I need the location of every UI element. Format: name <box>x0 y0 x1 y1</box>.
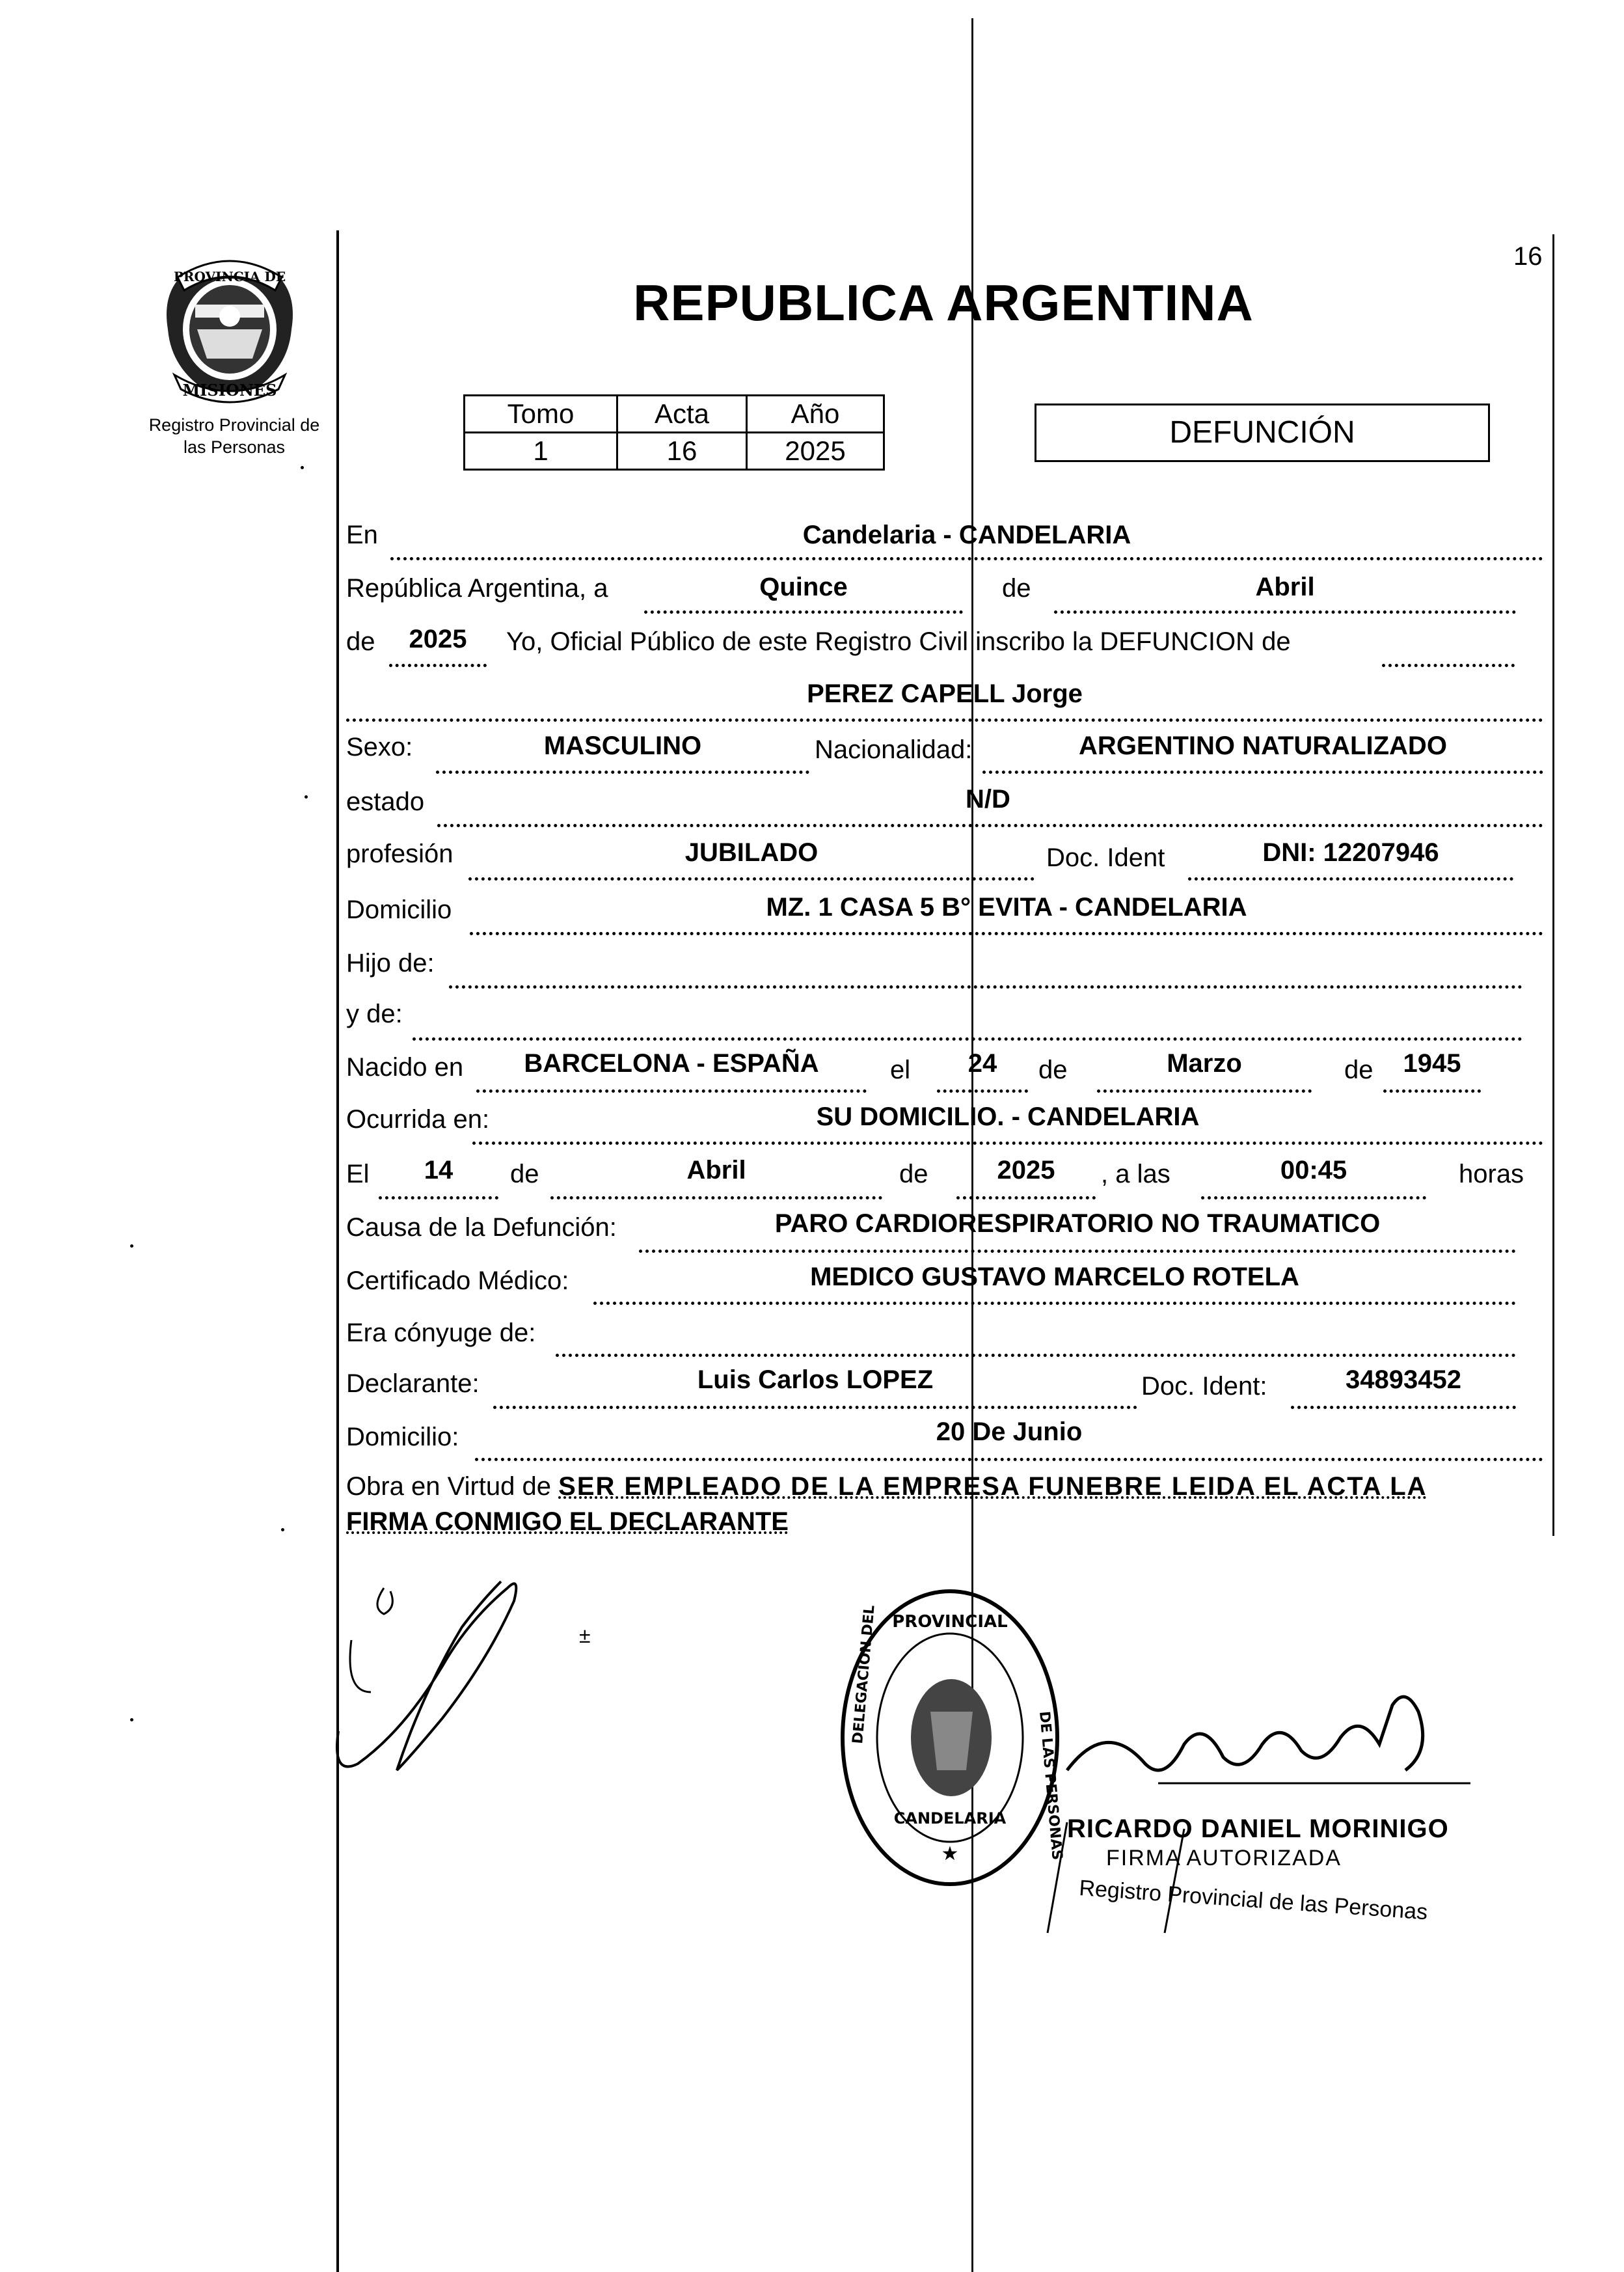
label-hijo-de: Hijo de: <box>346 949 435 978</box>
value-anio: 2025 <box>747 433 884 470</box>
field-line <box>1383 1087 1481 1093</box>
label-inscription: Yo, Oficial Público de este Registro Civil inscribo la DEFUNCION de <box>506 627 1291 656</box>
svg-text:PROVINCIA DE: PROVINCIA DE <box>173 269 286 284</box>
label-el: el <box>890 1056 911 1084</box>
value-domicilio: MZ. 1 CASA 5 B° EVITA - CANDELARIA <box>766 893 1247 922</box>
obra-line-2 <box>346 1507 789 1537</box>
record-table-value-row <box>465 433 884 470</box>
value-declarant-domicilio: 20 De Junio <box>936 1417 1083 1446</box>
field-line <box>1188 875 1513 881</box>
signatory-role: FIRMA AUTORIZADA <box>1106 1846 1342 1870</box>
fold-line <box>971 18 973 2272</box>
value-deceased-name: PEREZ CAPELL Jorge <box>807 679 1083 708</box>
value-death-year: 2025 <box>997 1156 1055 1184</box>
value-declarant: Luis Carlos LOPEZ <box>697 1365 934 1394</box>
value-estado: N/D <box>966 785 1010 814</box>
value-year: 2025 <box>409 625 467 653</box>
label-a-las: , a las <box>1101 1160 1171 1188</box>
label-obra: Obra en Virtud de <box>346 1472 552 1501</box>
provincial-crest-icon <box>148 245 311 407</box>
field-line <box>1097 1087 1312 1093</box>
svg-text:PROVINCIAL: PROVINCIAL <box>892 1612 1008 1632</box>
field-line <box>956 1194 1096 1199</box>
header-anio: Año <box>747 396 884 433</box>
value-death-time: 00:45 <box>1280 1156 1347 1184</box>
value-birth-day: 24 <box>968 1049 997 1078</box>
field-line <box>644 608 963 614</box>
field-line <box>982 768 1543 774</box>
header-tomo: Tomo <box>465 396 617 433</box>
value-tomo: 1 <box>465 433 617 470</box>
svg-text:CANDELARIA: CANDELARIA <box>893 1809 1007 1827</box>
label-sexo: Sexo: <box>346 733 413 761</box>
value-birth-month: Marzo <box>1167 1049 1242 1078</box>
field-line <box>493 1403 1137 1409</box>
label-death-de2: de <box>899 1160 928 1188</box>
field-line <box>1291 1403 1516 1409</box>
record-type-box: DEFUNCIÓN <box>1035 404 1490 462</box>
obra-line-1 <box>346 1472 1545 1501</box>
page-number: 16 <box>1513 242 1543 271</box>
label-certificado: Certificado Médico: <box>346 1266 569 1295</box>
label-y-de: y de: <box>346 1000 403 1028</box>
registry-caption: Registro Provincial de las Personas <box>148 415 320 457</box>
label-declarante: Declarante: <box>346 1369 480 1398</box>
field-line <box>449 983 1522 989</box>
record-table-header-row <box>465 396 884 433</box>
value-day-words: Quince <box>759 573 848 601</box>
official-seal-icon <box>833 1581 1067 1894</box>
field-line <box>937 1087 1028 1093</box>
value-place-of-death: SU DOMICILIO. - CANDELARIA <box>816 1102 1200 1131</box>
label-declarant-domicilio: Domicilio: <box>346 1423 459 1451</box>
value-place: Candelaria - CANDELARIA <box>802 521 1131 549</box>
value-death-month: Abril <box>686 1156 746 1184</box>
field-line <box>413 1035 1522 1041</box>
field-line <box>1382 661 1515 667</box>
value-profesion: JUBILADO <box>684 838 819 867</box>
label-estado: estado <box>346 787 425 816</box>
scan-dot <box>281 1528 284 1531</box>
label-nacido-en: Nacido en <box>346 1053 464 1082</box>
label-de: de <box>1002 574 1031 603</box>
field-line <box>556 1351 1516 1357</box>
signature-stroke-icon <box>1041 1809 1197 1939</box>
field-line <box>436 768 809 774</box>
scan-dot <box>130 1718 133 1721</box>
field-line <box>346 716 1543 722</box>
field-line <box>476 1087 867 1093</box>
label-causa: Causa de la Defunción: <box>346 1213 617 1242</box>
value-birthplace: BARCELONA - ESPAÑA <box>524 1049 819 1078</box>
field-line <box>470 929 1543 935</box>
label-republica: República Argentina, a <box>346 574 608 603</box>
label-ocurrida-en: Ocurrida en: <box>346 1105 490 1134</box>
value-month: Abril <box>1255 573 1315 601</box>
official-signature-icon <box>1054 1692 1496 1796</box>
label-death-de: de <box>510 1160 539 1188</box>
value-doc-ident: DNI: 12207946 <box>1262 838 1439 867</box>
label-birth-de2: de <box>1344 1056 1374 1084</box>
header-acta: Acta <box>617 396 747 433</box>
label-declarant-doc: Doc. Ident: <box>1141 1372 1267 1401</box>
right-rule <box>1552 234 1554 1536</box>
label-doc-ident: Doc. Ident <box>1046 843 1165 872</box>
field-line <box>379 1194 498 1199</box>
field-line <box>593 1299 1516 1305</box>
value-obra-2: FIRMA CONMIGO EL DECLARANTE <box>346 1507 789 1536</box>
field-line <box>1201 1194 1426 1199</box>
svg-text:★: ★ <box>941 1842 959 1865</box>
svg-text:DE LAS PERSONAS: DE LAS PERSONAS <box>1036 1710 1065 1861</box>
svg-text:DELEGACION DEL: DELEGACION DEL <box>850 1604 878 1745</box>
value-certifying-doctor: MEDICO GUSTAVO MARCELO ROTELA <box>810 1263 1299 1291</box>
scan-dot <box>304 795 308 799</box>
label-profesion: profesión <box>346 840 453 868</box>
small-mark: ± <box>579 1624 591 1647</box>
value-declarant-doc: 34893452 <box>1346 1365 1461 1394</box>
label-de-year: de <box>346 627 375 656</box>
value-cause-of-death: PARO CARDIORESPIRATORIO NO TRAUMATICO <box>774 1209 1381 1238</box>
field-line <box>472 1139 1543 1145</box>
value-sexo: MASCULINO <box>543 732 702 760</box>
value-acta: 16 <box>617 433 747 470</box>
margin-rule <box>336 230 339 2272</box>
field-line <box>390 554 1543 560</box>
scan-dot <box>301 466 304 469</box>
label-conyuge: Era cónyuge de: <box>346 1319 536 1347</box>
label-horas: horas <box>1459 1160 1524 1188</box>
svg-text:MISIONES: MISIONES <box>182 381 277 400</box>
field-line <box>475 1455 1543 1461</box>
label-en: En <box>346 521 378 549</box>
field-line <box>550 1194 882 1199</box>
field-line <box>1054 608 1516 614</box>
field-line <box>389 661 487 667</box>
document-title: REPUBLICA ARGENTINA <box>633 274 1254 331</box>
signatory-name: RICARDO DANIEL MORINIGO <box>1067 1814 1449 1843</box>
value-death-day: 14 <box>424 1156 453 1184</box>
label-birth-de: de <box>1038 1056 1068 1084</box>
field-line <box>639 1247 1516 1253</box>
label-nacionalidad: Nacionalidad: <box>815 735 973 764</box>
value-obra-1: SER EMPLEADO DE LA EMPRESA FUNEBRE LEIDA EL ACTA LA <box>558 1472 1428 1501</box>
value-birth-year: 1945 <box>1403 1049 1461 1078</box>
declarant-signature-icon <box>312 1562 547 1796</box>
signatory-office: Registro Provincial de las Personas <box>1078 1876 1429 1925</box>
label-el-death: El <box>346 1160 370 1188</box>
record-table <box>463 394 885 471</box>
label-domicilio: Domicilio <box>346 896 452 924</box>
scan-dot <box>130 1244 133 1248</box>
field-line <box>468 875 1035 881</box>
field-line <box>437 821 1543 827</box>
value-nacionalidad: ARGENTINO NATURALIZADO <box>1079 732 1447 760</box>
